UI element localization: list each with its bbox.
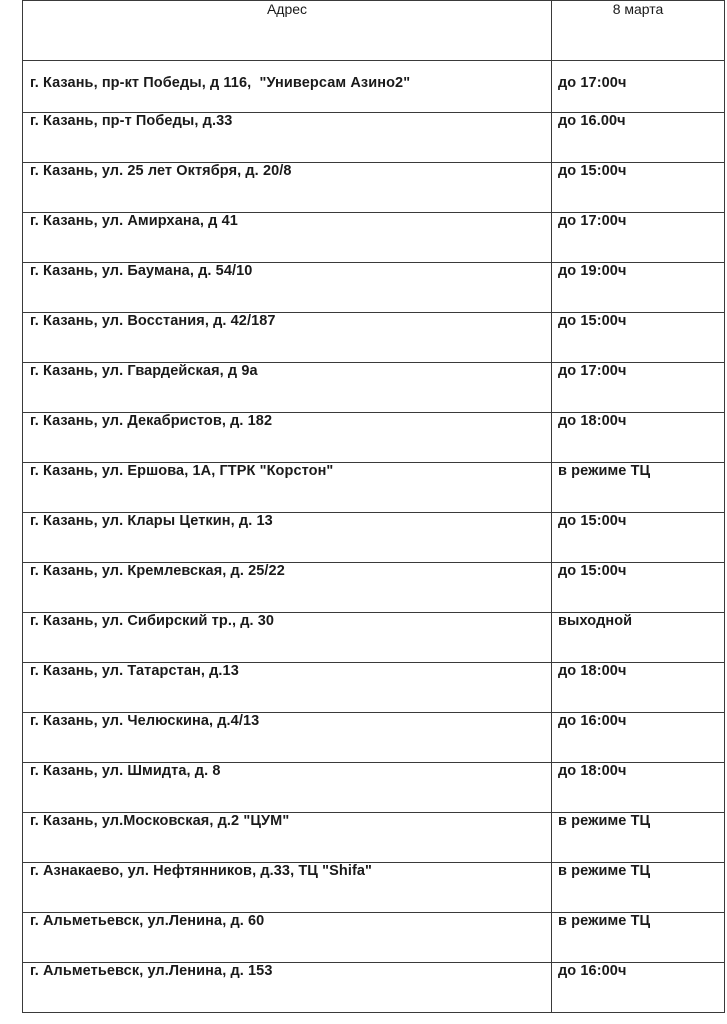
address-cell: г. Азнакаево, ул. Нефтянников, д.33, ТЦ "Shifa" (23, 863, 552, 913)
hours-cell: до 17:00ч (552, 213, 725, 263)
table-row (23, 61, 725, 113)
address-cell: г. Казань, пр-кт Победы, д 116, "Универсам Азино2" (23, 61, 552, 113)
address-cell: г. Казань, ул. Гвардейская, д 9а (23, 363, 552, 413)
address-cell: г. Альметьевск, ул.Ленина, д. 60 (23, 913, 552, 963)
hours-cell: в режиме ТЦ (552, 813, 725, 863)
hours-cell: до 16:00ч (552, 963, 725, 1013)
address-cell: г. Казань, ул. Татарстан, д.13 (23, 663, 552, 713)
hours-cell: до 18:00ч (552, 663, 725, 713)
address-cell: г. Казань, ул. Баумана, д. 54/10 (23, 263, 552, 313)
address-cell: г. Казань, ул.Московская, д.2 "ЦУМ" (23, 813, 552, 863)
address-cell: г. Казань, ул. Ершова, 1А, ГТРК "Корстон" (23, 463, 552, 513)
hours-cell: до 17:00ч (552, 363, 725, 413)
table-body (23, 61, 725, 1013)
table-row (23, 813, 725, 863)
hours-cell: до 15:00ч (552, 513, 725, 563)
address-cell: г. Казань, ул. Восстания, д. 42/187 (23, 313, 552, 363)
hours-cell: в режиме ТЦ (552, 863, 725, 913)
address-cell: г. Казань, ул. Амирхана, д 41 (23, 213, 552, 263)
hours-cell: до 16:00ч (552, 713, 725, 763)
hours-cell: до 18:00ч (552, 763, 725, 813)
table-header-row (23, 1, 725, 61)
address-cell: г. Казань, ул. 25 лет Октября, д. 20/8 (23, 163, 552, 213)
hours-cell: в режиме ТЦ (552, 463, 725, 513)
hours-cell: до 15:00ч (552, 313, 725, 363)
table-row (23, 413, 725, 463)
table-row (23, 263, 725, 313)
table-row (23, 513, 725, 563)
table-row (23, 213, 725, 263)
address-cell: г. Казань, ул. Челюскина, д.4/13 (23, 713, 552, 763)
table-row (23, 563, 725, 613)
table-row (23, 163, 725, 213)
address-cell: г. Казань, ул. Сибирский тр., д. 30 (23, 613, 552, 663)
table-row (23, 363, 725, 413)
hours-cell: в режиме ТЦ (552, 913, 725, 963)
address-cell: г. Казань, ул. Кремлевская, д. 25/22 (23, 563, 552, 613)
table-row (23, 463, 725, 513)
hours-cell: до 15:00ч (552, 163, 725, 213)
table-row (23, 113, 725, 163)
hours-cell: до 17:00ч (552, 61, 725, 113)
table-row (23, 963, 725, 1013)
address-cell: г. Казань, ул. Декабристов, д. 182 (23, 413, 552, 463)
address-column-header: Адрес (23, 1, 552, 61)
hours-cell: до 18:00ч (552, 413, 725, 463)
document-page (22, 0, 724, 1013)
address-cell: г. Альметьевск, ул.Ленина, д. 153 (23, 963, 552, 1013)
hours-cell: до 19:00ч (552, 263, 725, 313)
hours-cell: выходной (552, 613, 725, 663)
table-row (23, 763, 725, 813)
schedule-table (22, 0, 725, 1013)
hours-cell: до 15:00ч (552, 563, 725, 613)
table-row (23, 863, 725, 913)
hours-cell: до 16.00ч (552, 113, 725, 163)
table-row (23, 613, 725, 663)
address-cell: г. Казань, ул. Клары Цеткин, д. 13 (23, 513, 552, 563)
address-cell: г. Казань, ул. Шмидта, д. 8 (23, 763, 552, 813)
table-row (23, 663, 725, 713)
date-column-header: 8 марта (552, 1, 725, 61)
table-row (23, 713, 725, 763)
table-row (23, 313, 725, 363)
table-row (23, 913, 725, 963)
address-cell: г. Казань, пр-т Победы, д.33 (23, 113, 552, 163)
